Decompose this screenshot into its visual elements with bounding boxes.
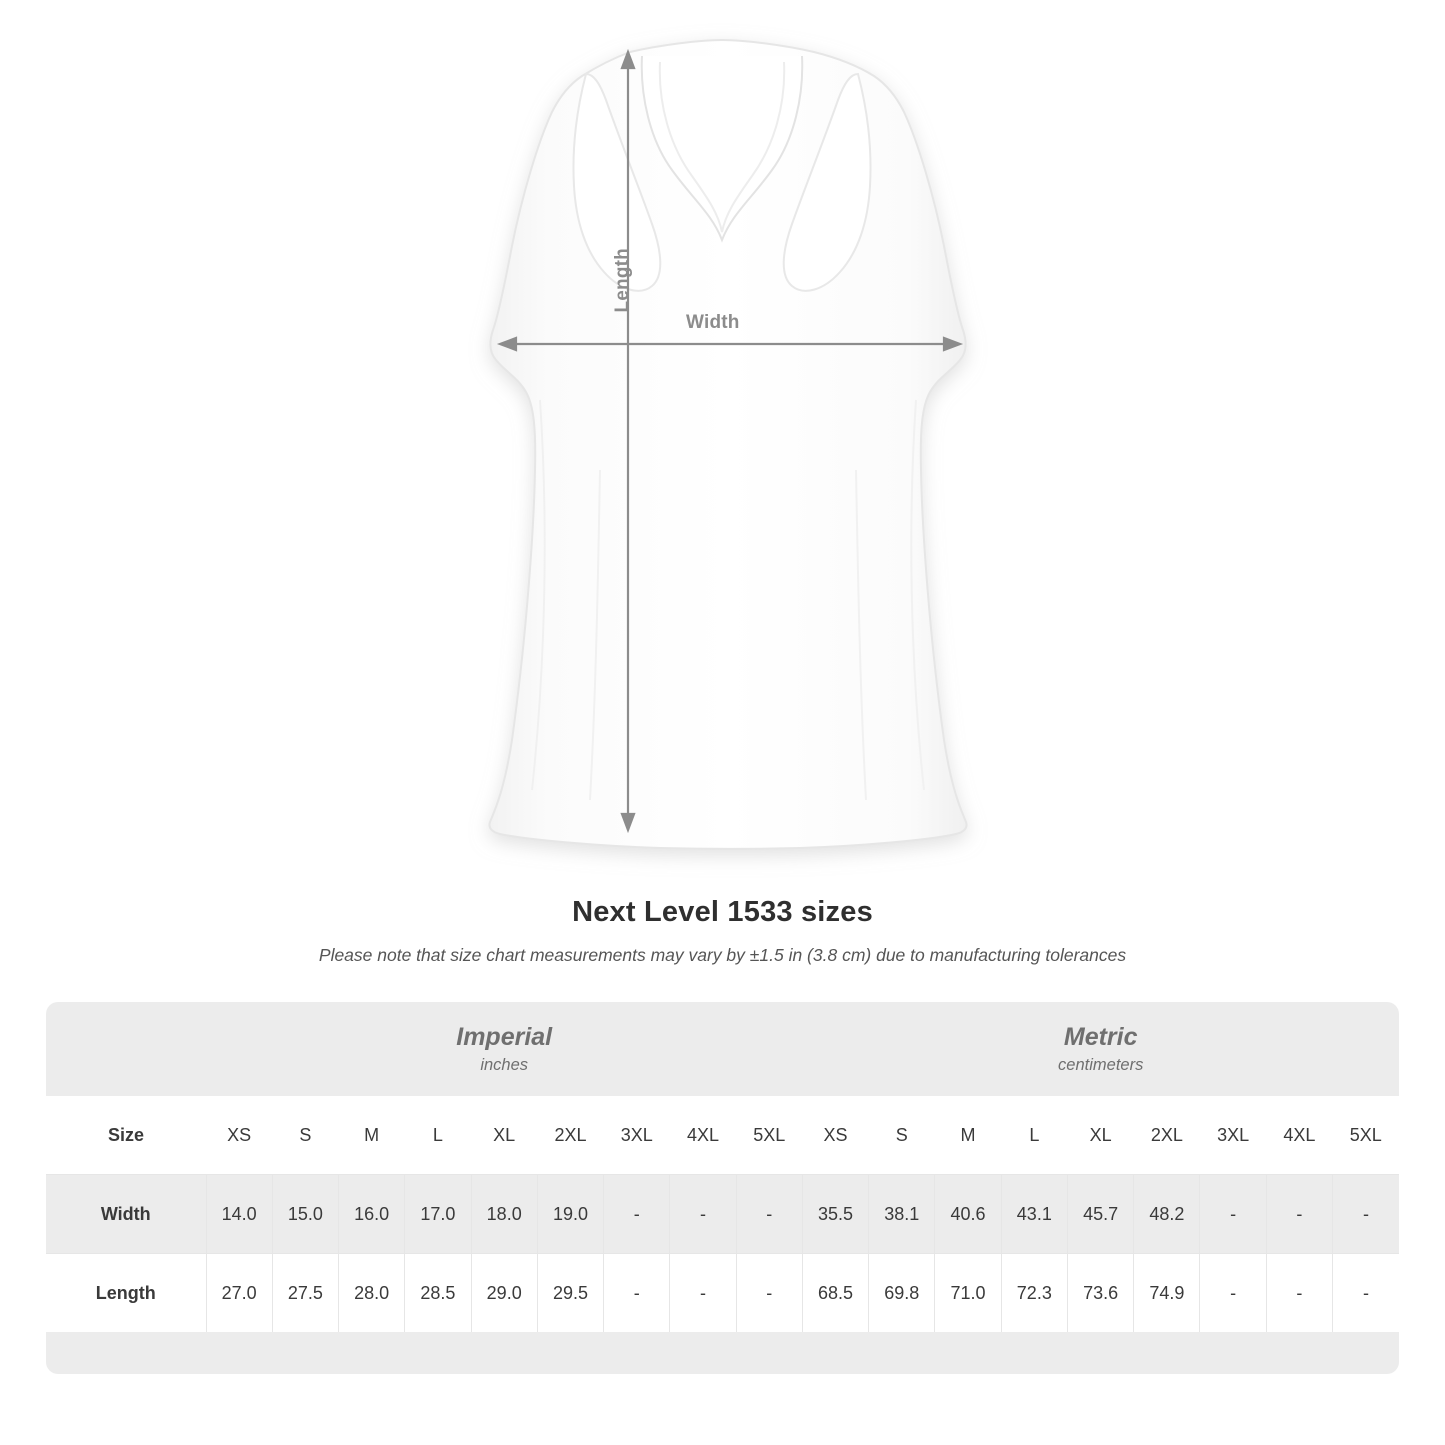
size-header-metric-xl: XL	[1067, 1096, 1133, 1175]
size-header-imperial-s: S	[272, 1096, 338, 1175]
cell-width-metric-l: 43.1	[1001, 1175, 1067, 1254]
footer-cell-right	[1333, 1332, 1399, 1374]
cell-width-metric-s: 38.1	[869, 1175, 935, 1254]
size-header-imperial-3xl: 3XL	[604, 1096, 670, 1175]
cell-width-imperial-5xl: -	[736, 1175, 802, 1254]
cell-width-imperial-xl: 18.0	[471, 1175, 537, 1254]
unit-group-imperial-sub: inches	[480, 1055, 529, 1074]
cell-width-imperial-xs: 14.0	[206, 1175, 272, 1254]
cell-width-metric-xs: 35.5	[802, 1175, 868, 1254]
size-header-imperial-xl: XL	[471, 1096, 537, 1175]
cell-length-metric-xl: 73.6	[1067, 1254, 1133, 1333]
footer-cell-left	[46, 1332, 206, 1374]
cell-width-metric-xl: 45.7	[1067, 1175, 1133, 1254]
cell-length-metric-2xl: 74.9	[1134, 1254, 1200, 1333]
size-header-metric-5xl: 5XL	[1333, 1096, 1399, 1175]
unit-group-metric-sub: centimeters	[1058, 1055, 1144, 1074]
width-dimension-label: Width	[686, 312, 740, 333]
size-table	[46, 1002, 1399, 1374]
length-dimension-label: Length	[612, 248, 633, 313]
size-header-row	[46, 1096, 1399, 1175]
size-header-metric-m: M	[935, 1096, 1001, 1175]
page-title: Next Level 1533 sizes	[572, 896, 873, 928]
cell-width-imperial-s: 15.0	[272, 1175, 338, 1254]
corner-cell	[46, 1002, 206, 1096]
cell-length-imperial-l: 28.5	[405, 1254, 471, 1333]
cell-width-imperial-m: 16.0	[339, 1175, 405, 1254]
size-header-metric-3xl: 3XL	[1200, 1096, 1266, 1175]
cell-length-metric-xs: 68.5	[802, 1254, 868, 1333]
tolerance-note: Please note that size chart measurements may vary by ±1.5 in (3.8 cm) due to manufacturing tolerances	[318, 945, 1127, 965]
size-header-metric-s: S	[869, 1096, 935, 1175]
table-row-width	[46, 1175, 1399, 1254]
table-row-length	[46, 1254, 1399, 1333]
cell-width-metric-4xl: -	[1266, 1175, 1332, 1254]
size-header-metric-l: L	[1001, 1096, 1067, 1175]
size-header-imperial-m: M	[339, 1096, 405, 1175]
unit-group-imperial-name: Imperial	[456, 1023, 553, 1052]
cell-length-imperial-s: 27.5	[272, 1254, 338, 1333]
cell-length-imperial-3xl: -	[604, 1254, 670, 1333]
cell-length-metric-3xl: -	[1200, 1254, 1266, 1333]
cell-width-metric-m: 40.6	[935, 1175, 1001, 1254]
row-label-length: Length	[46, 1254, 206, 1333]
unit-group-metric-name: Metric	[1063, 1023, 1138, 1052]
size-header-imperial-xs: XS	[206, 1096, 272, 1175]
cell-width-imperial-4xl: -	[670, 1175, 736, 1254]
cell-length-imperial-4xl: -	[670, 1254, 736, 1333]
cell-length-metric-m: 71.0	[935, 1254, 1001, 1333]
chart-heading	[0, 896, 1445, 966]
size-header-imperial-2xl: 2XL	[537, 1096, 603, 1175]
unit-group-imperial	[206, 1002, 802, 1096]
table-footer-band	[46, 1332, 1399, 1374]
size-header-imperial-l: L	[405, 1096, 471, 1175]
size-header-metric-xs: XS	[802, 1096, 868, 1175]
cell-length-imperial-2xl: 29.5	[537, 1254, 603, 1333]
size-row-label: Size	[46, 1096, 206, 1175]
size-header-imperial-5xl: 5XL	[736, 1096, 802, 1175]
size-table-wrap	[46, 1002, 1399, 1374]
size-header-metric-4xl: 4XL	[1266, 1096, 1332, 1175]
cell-length-imperial-xl: 29.0	[471, 1254, 537, 1333]
cell-width-imperial-3xl: -	[604, 1175, 670, 1254]
cell-length-imperial-5xl: -	[736, 1254, 802, 1333]
cell-width-metric-3xl: -	[1200, 1175, 1266, 1254]
cell-length-metric-5xl: -	[1333, 1254, 1399, 1333]
cell-length-imperial-xs: 27.0	[206, 1254, 272, 1333]
size-header-metric-2xl: 2XL	[1134, 1096, 1200, 1175]
cell-length-metric-4xl: -	[1266, 1254, 1332, 1333]
footer-cell-mid	[206, 1332, 1333, 1374]
unit-group-metric	[802, 1002, 1399, 1096]
unit-header-row	[46, 1002, 1399, 1096]
row-label-width: Width	[46, 1175, 206, 1254]
cell-width-imperial-l: 17.0	[405, 1175, 471, 1254]
cell-length-metric-l: 72.3	[1001, 1254, 1067, 1333]
cell-width-metric-5xl: -	[1333, 1175, 1399, 1254]
cell-length-metric-s: 69.8	[869, 1254, 935, 1333]
size-header-imperial-4xl: 4XL	[670, 1096, 736, 1175]
cell-width-imperial-2xl: 19.0	[537, 1175, 603, 1254]
cell-width-metric-2xl: 48.2	[1134, 1175, 1200, 1254]
cell-length-imperial-m: 28.0	[339, 1254, 405, 1333]
